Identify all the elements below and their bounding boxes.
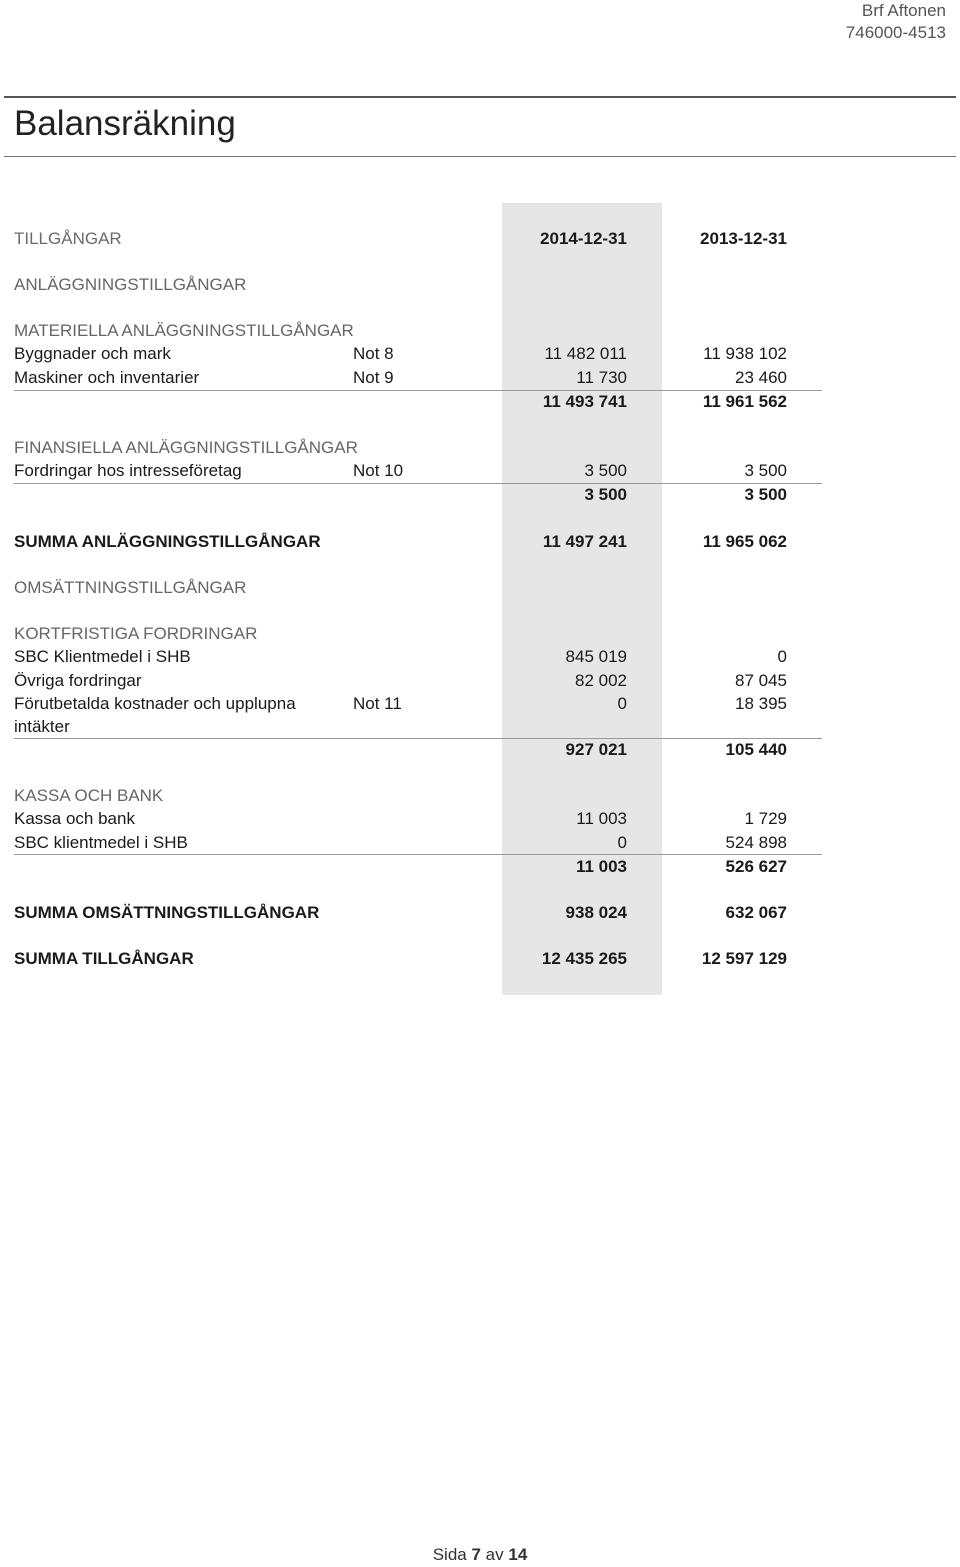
top-rule [4,96,956,98]
title-rule [4,156,956,157]
table-row: Övriga fordringar 82 002 87 045 [14,671,787,690]
total-row: SUMMA OMSÄTTNINGSTILLGÅNGAR 938 024 632 067 [14,903,787,922]
assets-heading: TILLGÅNGAR [14,229,122,248]
footer-page-number: 7 [471,1545,481,1564]
subtotal-row: 11 003 526 627 [575,857,787,876]
section-heading: OMSÄTTNINGSTILLGÅNGAR [14,578,247,597]
section-heading: KASSA OCH BANK [14,786,164,805]
page-footer [0,1545,960,1565]
page-title: Balansräkning [14,104,236,143]
column-header-row [14,227,822,250]
subtotal-row: 927 021 105 440 [565,740,787,759]
footer-middle: av [485,1545,504,1564]
section-heading: MATERIELLA ANLÄGGNINGSTILLGÅNGAR [14,321,354,340]
subtotal-row: 11 493 741 11 961 562 [542,392,787,411]
org-name: Brf Aftonen [861,1,946,20]
previous-year-header: 2013-12-31 [700,229,787,248]
table-row: Kassa och bank 11 003 1 729 [14,809,787,828]
section-heading: ANLÄGGNINGSTILLGÅNGAR [14,275,247,294]
table-row: Fordringar hos intresseföretag Not 10 3 500 3 500 [14,461,787,480]
grand-total-row: SUMMA TILLGÅNGAR 12 435 265 12 597 129 [14,949,787,968]
footer-page-total: 14 [508,1545,528,1564]
footer-prefix: Sida [432,1545,467,1564]
table-row: Förutbetalda kostnader och upplupna Not 11 0 18 395 [14,694,787,713]
table-row-continuation: intäkter [14,717,70,736]
total-row: SUMMA ANLÄGGNINGSTILLGÅNGAR 11 497 241 11 965 062 [14,532,787,551]
subtotal-row: 3 500 3 500 [584,485,787,504]
section-heading: KORTFRISTIGA FORDRINGAR [14,624,258,643]
table-row: Byggnader och mark Not 8 11 482 011 11 938 102 [14,344,787,363]
table-row: SBC Klientmedel i SHB 845 019 0 [14,647,787,666]
section-heading: FINANSIELLA ANLÄGGNINGSTILLGÅNGAR [14,438,358,457]
table-row: Maskiner och inventarier Not 9 11 730 23 460 [14,368,787,387]
current-year-header: 2014-12-31 [540,229,627,248]
org-number: 746000-4513 [845,23,946,42]
org-header [846,0,946,44]
table-row: SBC klientmedel i SHB 0 524 898 [14,833,787,852]
